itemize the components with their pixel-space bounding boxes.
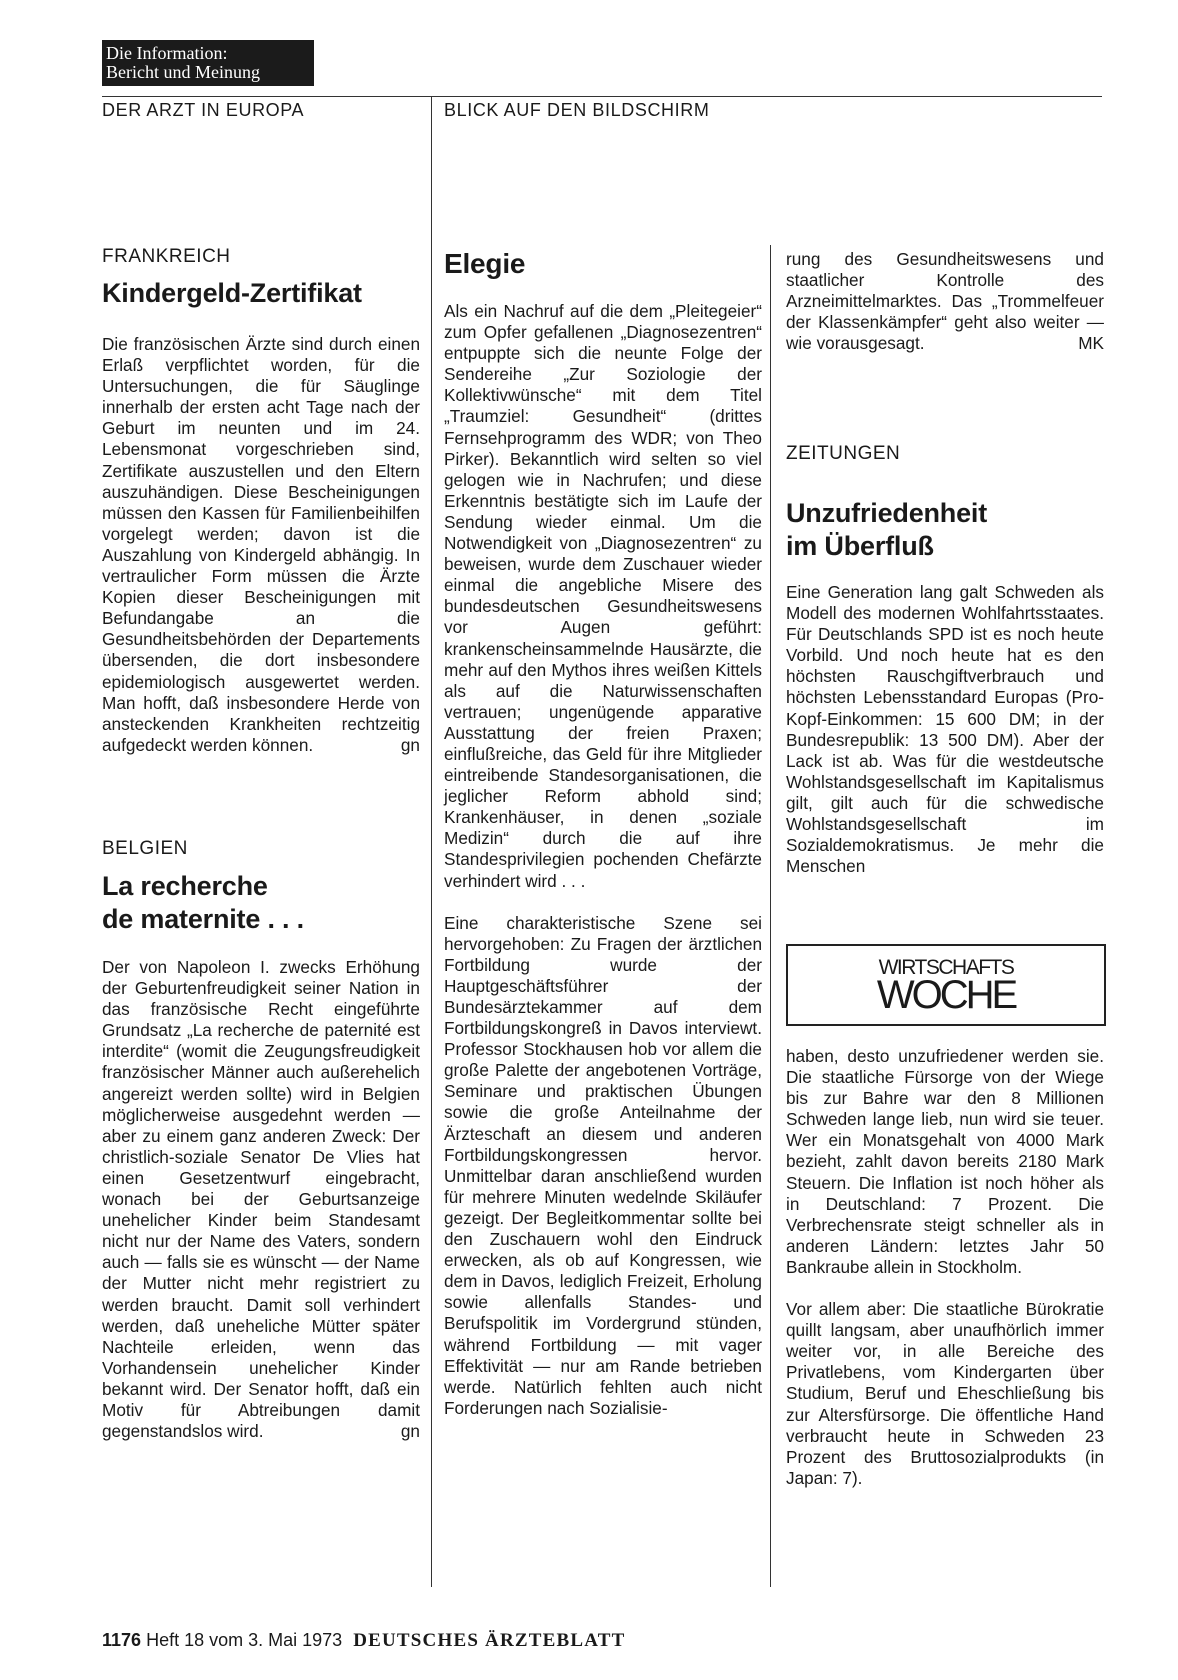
- headline-line: de maternite . . .: [102, 904, 304, 934]
- author-signature: MK: [1078, 333, 1104, 354]
- issue-info: Heft 18 vom 3. Mai 1973: [146, 1630, 343, 1650]
- article-body-zeitungen-1: [786, 582, 1104, 877]
- section-left-title: DER ARZT IN EUROPA: [102, 100, 305, 120]
- magazine-name: DEUTSCHES ÄRZTEBLATT: [353, 1630, 626, 1651]
- section-right-title: BLICK AUF DEN BILDSCHIRM: [444, 100, 710, 120]
- page-footer: [102, 1630, 626, 1652]
- article-text: rung des Gesundheitswesens und staatlicher Kontrolle des Arzneimittelmarktes. Das „Trommelfeuer der Klassenkämpfer“ geht also weiter — wie vorausgesagt.: [786, 249, 1104, 354]
- article-body-belgien: [102, 957, 420, 1442]
- headline-belgien: [102, 870, 422, 936]
- article-text: Die französischen Ärzte sind durch einen Erlaß verpflichtet worden, für die Untersuchungen, die für Säuglinge innerhalb der ersten acht Tage nach der Geburt im neunten und im 24. Lebensmonat vorgeschrieben sind, Zertifikate auszustellen und den Eltern auszuhändigen. Diese Bescheinigungen müssen den Kassen für Familienbeihilfen vorgelegt werden; davon ist die Auszahlung von Kindergeld abhängig. In vertraulicher Form müssen die Ärzte Kopien dieser Bescheinigungen mit Befundangabe an die Gesundheitsbehörden der Departements übersenden, die dort insbesondere epidemiologisch ausgewertet werden. Man hofft, daß insbesondere Herde von ansteckenden Krankheiten rechtzeitig aufgedeckt werden können.: [102, 334, 420, 755]
- article-continuation-elegie: [786, 249, 1104, 354]
- headline-zeitungen: [786, 497, 1106, 563]
- column-divider: [770, 245, 771, 1587]
- headline-frankreich: Kindergeld-Zertifikat: [102, 278, 362, 308]
- headline-line: Unzufriedenheit: [786, 498, 988, 528]
- kicker-line-1: Die Information:: [106, 43, 228, 63]
- article-body-frankreich: [102, 334, 420, 756]
- paragraph: Als ein Nachruf auf die dem „Pleitegeier“ zum Opfer gefallenen „Diagnosezentren“ entpuppte sich die neunte Folge der Sendereihe „Zur Soziologie der Kollektivwünsche“ mit dem Titel „Traumziel: Gesundheit“ (drittes Fernsehprogramm des WDR; von Theo Pirker). Bekanntlich wird selten so viel gelogen wie in Nachrufen; und diese Erkenntnis bestätigte sich im Laufe der Sendung wieder einmal. Um die Notwendigkeit von „Diagnosezentren“ zu beweisen, wurde dem Zuschauer wieder einmal die angebliche Misere des bundesdeutschen Gesundheitswesens vor Augen geführt: krankenscheinsammelnde Hausärzte, die mehr auf den Mythos ihres weißen Kittels als auf die Naturwissenschaften vertrauen; ungenügende apparative Ausstattung der freien Praxen; einflußreiche, das Geld für ihre Mitglieder eintreibende Standesorganisationen, die jeglicher Reform abhold sind; Krankenhäuser, in denen „soziale Medizin“ durch die auf ihre Standesprivilegien pochenden Chefärzte verhindert wird . . .: [444, 301, 762, 891]
- header-rule: [102, 96, 1102, 97]
- headline-elegie: Elegie: [444, 248, 526, 279]
- author-signature: gn: [400, 734, 420, 755]
- kicker-line-2: Bericht und Meinung: [106, 62, 260, 82]
- logo-line-1: WIRTSCHAFTS: [878, 956, 1014, 979]
- rubric-zeitungen: ZEITUNGEN: [786, 443, 901, 464]
- rubric-frankreich: FRANKREICH: [102, 246, 231, 267]
- article-text: Der von Napoleon I. zwecks Erhöhung der Geburtenfreudigkeit seiner Nation in das französische Recht eingeführte Grundsatz „La recherche de paternité est interdite“ (womit die Zeugungsfreudigkeit französischer Männer auch außerehelich angereizt werden sollte) wird in Belgien möglicherweise ausgedehnt werden — aber zu einem ganz anderen Zweck: Der christlich-soziale Senator De Vlies hat einen Gesetzentwurf eingebracht, wonach bei der Geburtsanzeige unehelicher Kinder beim Standesamt nicht nur der Name des Vaters, sondern auch — falls sie es wünscht — der Name der Mutter nicht mehr registriert zu werden braucht. Damit soll verhindert werden, daß uneheliche Mütter später Nachteile erleiden, wenn das Vorhandensein unehelicher Kinder bekannt wird. Der Senator hofft, daß ein Motiv für Abtreibungen damit gegenstandslos wird.: [102, 957, 420, 1442]
- paragraph: Eine charakteristische Szene sei hervorgehoben: Zu Fragen der ärztlichen Fortbildung wurde der Hauptgeschäftsführer der Bundesärztekammer auf dem Fortbildungskongreß in Davos interviewt. Professor Stockhausen hob vor allem die große Palette der angebotenen Vorträge, Seminare und praktischen Übungen sowie die große Anteilnahme der Ärzteschaft an diesem und anderen Fortbildungskongressen hervor. Unmittelbar daran anschließend wurden für mehrere Minuten wedelnde Skiläufer gezeigt. Der Begleitkommentar sollte bei den Zuschauern wohl den Eindruck erwecken, als ob auf Kongressen, wie dem in Davos, lediglich Freizeit, Erholung sowie allenfalls Standes- und Berufspolitik im Vordergrund stünden, während Fortbildung — mit vager Effektivität — nur am Rande betrieben werde. Natürlich fehlten auch nicht Forderungen nach Sozialisie-: [444, 912, 762, 1418]
- section-kicker: [102, 40, 314, 86]
- headline-line: im Überfluß: [786, 531, 934, 561]
- headline-line: La recherche: [102, 871, 268, 901]
- source-logo-wirtschaftswoche: [786, 944, 1106, 1026]
- rubric-belgien: BELGIEN: [102, 838, 188, 859]
- article-body-zeitungen-2: [786, 1046, 1104, 1489]
- author-signature: gn: [400, 1421, 420, 1442]
- paragraph: Eine Generation lang galt Schweden als Modell des modernen Wohlfahrtsstaates. Für Deutschlands SPD ist es noch heute Vorbild. Und noch heute hat es den höchsten Rauschgiftverbrauch und höchsten Lebensstandard Europas (Pro-Kopf-Einkommen: 15 600 DM; in der Bundesrepublik: 13 500 DM). Aber der Lack ist ab. Was für die westdeutsche Wohlstandsgesellschaft im Kapitalismus gilt, gilt auch für die schwedische Wohlstandsgesellschaft im Sozialdemokratismus. Je mehr die Menschen: [786, 582, 1104, 877]
- paragraph: Vor allem aber: Die staatliche Bürokratie quillt langsam, aber unaufhörlich immer weiter vor, in alle Bereiche des Privatlebens, vom Kindergarten über Studium, Beruf und Eheschließung bis zur Altersfürsorge. Die öffentliche Hand verbraucht heute in Schweden 23 Prozent des Bruttosozialprodukts (in Japan: 7).: [786, 1299, 1104, 1488]
- logo-line-2: WOCHE: [876, 973, 1016, 1017]
- paragraph: haben, desto unzufriedener werden sie. Die staatliche Fürsorge von der Wiege bis zur Bahre war den 8 Millionen Schweden lange lieb, nun wird sie teuer. Wer ein Monatsgehalt von 4000 Mark bezieht, zahlt davon bereits 2180 Mark Steuern. Die Inflation ist noch höher als in Deutschland: 7 Prozent. Die Verbrechensrate steigt schneller als in anderen Ländern: letztes Jahr 50 Bankraube allein in Stockholm.: [786, 1046, 1104, 1277]
- column-divider: [431, 97, 432, 1587]
- article-body-elegie: [444, 301, 762, 1419]
- page-number: 1176: [102, 1630, 142, 1650]
